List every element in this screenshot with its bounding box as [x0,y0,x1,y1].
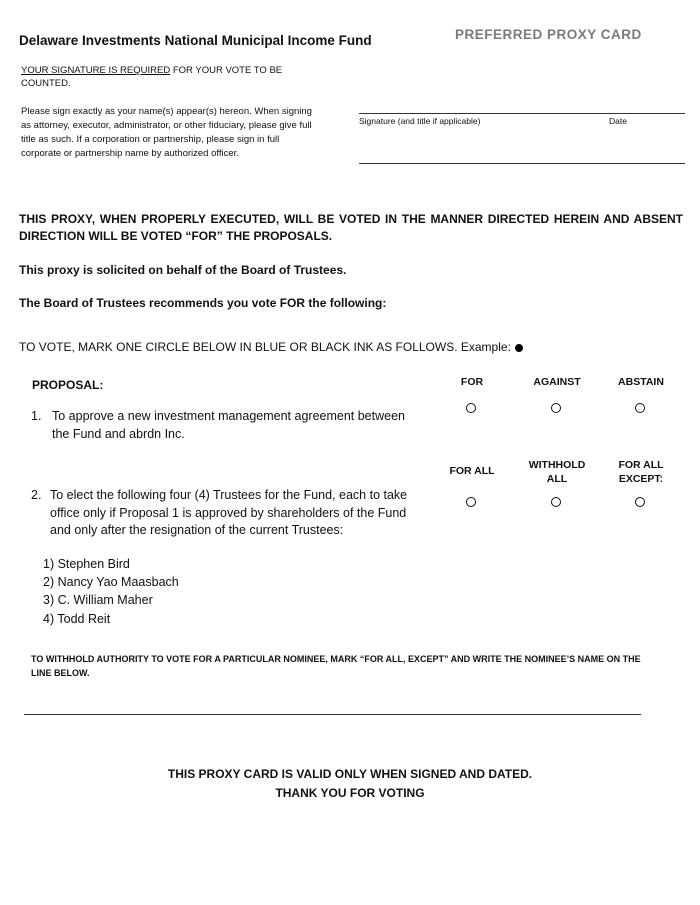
nominee-item: 4) Todd Reit [43,612,111,626]
proposal-2-for-all-except-radio[interactable] [635,497,645,507]
filled-circle-example-icon [515,344,523,352]
proposal-2-for-all-radio[interactable] [466,497,476,507]
signature-required-underlined: YOUR SIGNATURE IS REQUIRED [21,65,171,76]
proposal-1-for-radio[interactable] [466,403,476,413]
date-label: Date [609,116,627,126]
vote-instructions-text: TO VOTE, MARK ONE CIRCLE BELOW IN BLUE OR BLACK INK AS FOLLOWS. Example: [19,340,511,354]
signature-required-rest: FOR YOUR VOTE TO BE COUNTED. [21,65,283,89]
vote-instructions [19,340,523,354]
proposal-1-against-radio[interactable] [551,403,561,413]
thank-you-note: THANK YOU FOR VOTING [275,786,425,800]
fund-name: Delaware Investments National Municipal Income Fund [19,33,372,48]
proxy-direction-statement: THIS PROXY, WHEN PROPERLY EXECUTED, WILL BE VOTED IN THE MANNER DIRECTED HEREIN AND ABSENT DIRECTION WILL BE VOTED “FOR” THE PROPOSALS. [19,212,683,243]
proposal-1-number: 1. [31,409,42,423]
signing-instructions: Please sign exactly as your name(s) appear(s) hereon. When signing as attorney, executor, administrator, or other fiduciary, please give full title as such. If a corporation or partnership, please sign in full corporate or partnership name by authorized officer. [21,106,312,159]
proposal-2-number: 2. [31,488,42,502]
withhold-instructions: TO WITHHOLD AUTHORITY TO VOTE FOR A PARTICULAR NOMINEE, MARK “FOR ALL, EXCEPT” AND WRITE THE NOMINEE’S NAME ON THE LINE BELOW. [31,654,641,678]
option-header-for-all: FOR ALL [449,465,495,477]
nominee-item: 2) Nancy Yao Maasbach [43,575,179,589]
option-header-against: AGAINST [533,376,581,388]
nominee-item: 1) Stephen Bird [43,557,130,571]
option-header-withhold-all: WITHHOLD ALL [528,459,586,485]
solicitation-statement: This proxy is solicited on behalf of the Board of Trustees. [19,263,347,277]
proposal-2-text: To elect the following four (4) Trustees for the Fund, each to take office only if Proposal 1 is approved by shareholders of the Fund and only after the resignation of the current Trustees: [50,488,408,537]
signature-line[interactable] [359,113,685,114]
proposal-heading: PROPOSAL: [32,378,104,392]
signature-label: Signature (and title if applicable) [359,116,481,126]
signature-required-notice [21,64,306,90]
second-signature-line[interactable] [359,163,685,164]
validity-notice: THIS PROXY CARD IS VALID ONLY WHEN SIGNED AND DATED. [167,767,533,781]
proposal-2-withhold-all-radio[interactable] [551,497,561,507]
option-header-for: FOR [460,376,484,388]
board-recommendation: The Board of Trustees recommends you vote FOR the following: [19,296,387,310]
nominee-item: 3) C. William Maher [43,593,153,607]
proposal-1-abstain-radio[interactable] [635,403,645,413]
option-header-for-all-except: FOR ALL EXCEPT: [618,459,664,485]
proposal-1-text: To approve a new investment management agreement between the Fund and abrdn Inc. [52,409,405,441]
card-type-title: PREFERRED PROXY CARD [455,27,642,42]
option-header-abstain: ABSTAIN [618,376,664,388]
withheld-nominee-write-in-line[interactable] [24,714,641,715]
